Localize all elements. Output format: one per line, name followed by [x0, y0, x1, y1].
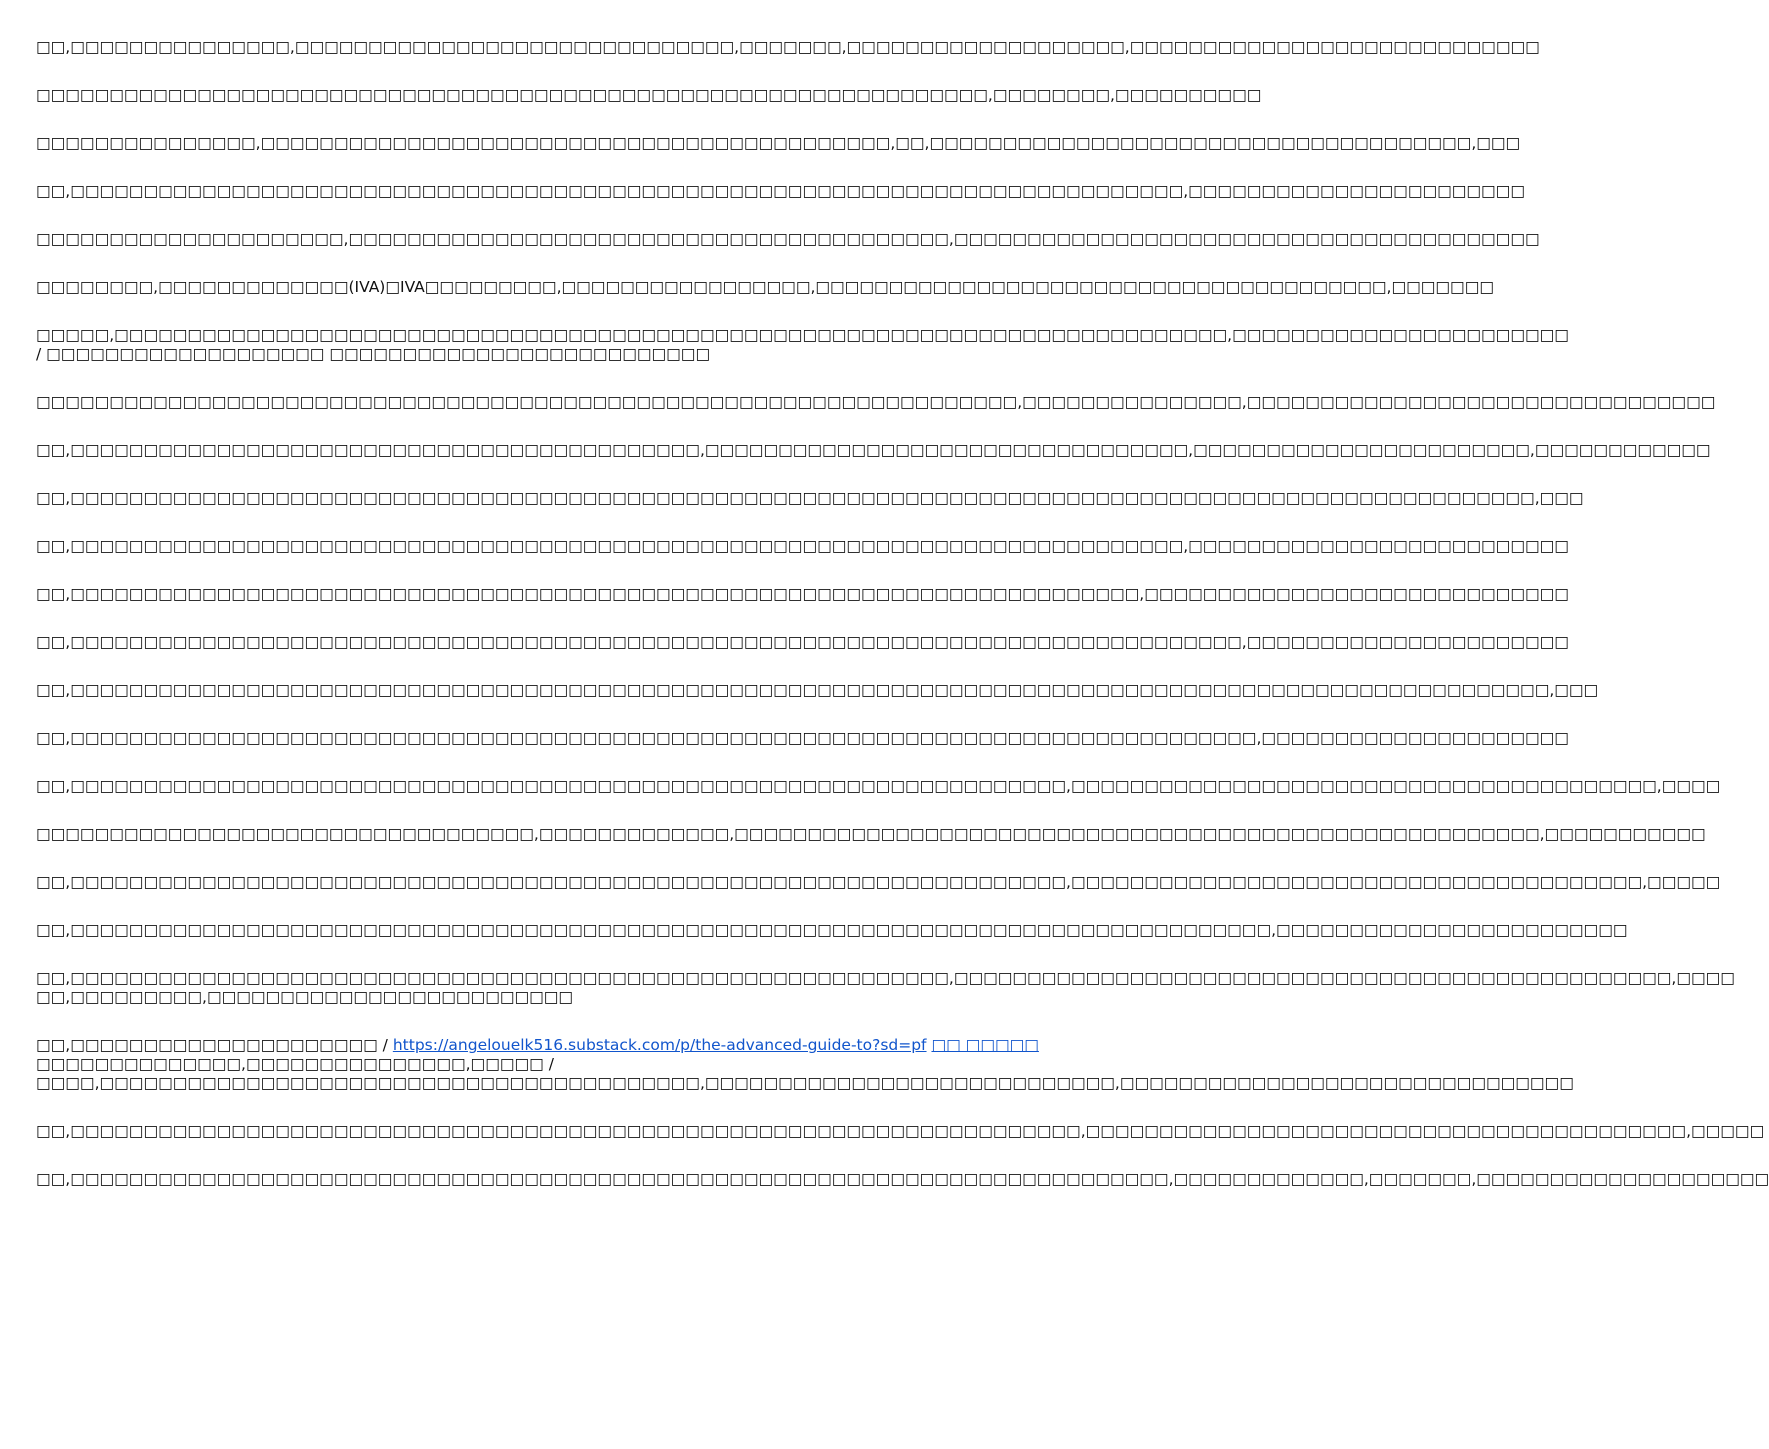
- link-prefix-text: □□,□□□□□□□□□□□□□□□□□□□□□ /: [36, 1036, 393, 1054]
- paragraph-11: □□,□□□□□□□□□□□□□□□□□□□□□□□□□□□□□□□□□□□□□□□□□□□□□□□□□□□□□□□□□□□□□□□□□□□□□□□□□□□□,□□□□□□□□□□□□□□□□□□□□□□□□□□: [36, 537, 1569, 555]
- paragraph-7-line-2: / □□□□□□□□□□□□□□□□□□□ □□□□□□□□□□□□□□□□□□□□□□□□□□: [36, 345, 711, 363]
- document-page: [36, 38, 1769, 1218]
- paragraph-22: □□,□□□□□□□□□□□□□□□□□□□□□□□□□□□□□□□□□□□□□□□□□□□□□□□□□□□□□□□□□□□□□□□□□□□□□,□□□□□□□□□□□□□□□□□□□□□□□□□□□□□□□□□□□□□□□□□,□□□□□: [36, 1122, 1765, 1140]
- paragraph-7-line-1: □□□□□,□□□□□□□□□□□□□□□□□□□□□□□□□□□□□□□□□□□□□□□□□□□□□□□□□□□□□□□□□□□□□□□□□□□□□□□□□□□□,□□□□□□□□□□□□□□□□□□□□□□□: [36, 326, 1569, 344]
- paragraph-16: □□,□□□□□□□□□□□□□□□□□□□□□□□□□□□□□□□□□□□□□□□□□□□□□□□□□□□□□□□□□□□□□□□□□□□□,□□□□□□□□□□□□□□□□□□□□□□□□□□□□□□□□□□□□□□□□,□□□□: [36, 777, 1721, 795]
- paragraph-15: □□,□□□□□□□□□□□□□□□□□□□□□□□□□□□□□□□□□□□□□□□□□□□□□□□□□□□□□□□□□□□□□□□□□□□□□□□□□□□□□□□□□,□□□□□□□□□□□□□□□□□□□□□: [36, 729, 1569, 747]
- paragraph-13: □□,□□□□□□□□□□□□□□□□□□□□□□□□□□□□□□□□□□□□□□□□□□□□□□□□□□□□□□□□□□□□□□□□□□□□□□□□□□□□□□□□,□□□□□□□□□□□□□□□□□□□□□□: [36, 633, 1569, 651]
- paragraph-23: □□,□□□□□□□□□□□□□□□□□□□□□□□□□□□□□□□□□□□□□□□□□□□□□□□□□□□□□□□□□□□□□□□□□□□□□□□□□□□,□□□□□□□□□□□□□,□□□□□□□,□□□□□□□□□□□□□□□□□□□□: [36, 1170, 1769, 1188]
- paragraph-9: □□,□□□□□□□□□□□□□□□□□□□□□□□□□□□□□□□□□□□□□□□□□□□,□□□□□□□□□□□□□□□□□□□□□□□□□□□□□□□□□,□□□□□□□□□□□□□□□□□□□□□□□,□□□□□□□□□□□□: [36, 441, 1711, 459]
- paragraph-4: □□,□□□□□□□□□□□□□□□□□□□□□□□□□□□□□□□□□□□□□□□□□□□□□□□□□□□□□□□□□□□□□□□□□□□□□□□□□□□□,□□□□□□□□□□□□□□□□□□□□□□□: [36, 182, 1525, 200]
- paragraph-19: □□,□□□□□□□□□□□□□□□□□□□□□□□□□□□□□□□□□□□□□□□□□□□□□□□□□□□□□□□□□□□□□□□□□□□□□□□□□□□□□□□□□□,□□□□□□□□□□□□□□□□□□□□□□□□: [36, 921, 1628, 939]
- paragraph-7: [36, 326, 1569, 364]
- substack-guide-link[interactable]: https://angelouelk516.substack.com/p/the-advanced-guide-to?sd=pf: [392, 1036, 927, 1054]
- paragraph-20-line-1: □□,□□□□□□□□□□□□□□□□□□□□□□□□□□□□□□□□□□□□□□□□□□□□□□□□□□□□□□□□□□□□,□□□□□□□□□□□□□□□□□□□□□□□□□□□□□□□□□□□□□□□□□□□□□□□□□,□□□□: [36, 969, 1735, 987]
- paragraph-2: □□□□□□□□□□□□□□□□□□□□□□□□□□□□□□□□□□□□□□□□□□□□□□□□□□□□□□□□□□□□□□□□□,□□□□□□□□,□□□□□□□□□□: [36, 86, 1262, 104]
- paragraph-20-line-2: □□,□□□□□□□□□,□□□□□□□□□□□□□□□□□□□□□□□□□: [36, 988, 574, 1006]
- paragraph-3: □□□□□□□□□□□□□□□,□□□□□□□□□□□□□□□□□□□□□□□□□□□□□□□□□□□□□□□□□□□,□□,□□□□□□□□□□□□□□□□□□□□□□□□□□□□□□□□□□□□□,□□□: [36, 134, 1521, 152]
- paragraph-5: □□□□□□□□□□□□□□□□□□□□□,□□□□□□□□□□□□□□□□□□□□□□□□□□□□□□□□□□□□□□□□□,□□□□□□□□□□□□□□□□□□□□□□□□□□□□□□□□□□□□□□□□: [36, 230, 1540, 248]
- link-paragraph-line-3: □□□□,□□□□□□□□□□□□□□□□□□□□□□□□□□□□□□□□□□□□□□□□□,□□□□□□□□□□□□□□□□□□□□□□□□□□□□,□□□□□□□□□□□□□□□□□□□□□□□□□□□□□□□: [36, 1074, 1574, 1092]
- paragraph-14: □□,□□□□□□□□□□□□□□□□□□□□□□□□□□□□□□□□□□□□□□□□□□□□□□□□□□□□□□□□□□□□□□□□□□□□□□□□□□□□□□□□□□□□□□□□□□□□□□□□□□□□□,□□□: [36, 681, 1599, 699]
- paragraph-1: □□,□□□□□□□□□□□□□□□,□□□□□□□□□□□□□□□□□□□□□□□□□□□□□□,□□□□□□□,□□□□□□□□□□□□□□□□□□□,□□□□□□□□□□□□□□□□□□□□□□□□□□□□: [36, 38, 1540, 56]
- link-paragraph: [36, 1036, 1574, 1093]
- paragraph-10: □□,□□□□□□□□□□□□□□□□□□□□□□□□□□□□□□□□□□□□□□□□□□□□□□□□□□□□□□□□□□□□□□□□□□□□□□□□□□□□□□□□□□□□□□□□□□□□□□□□□□□□,□□□: [36, 489, 1584, 507]
- link-paragraph-line-1: [36, 1036, 1039, 1055]
- paragraph-6: □□□□□□□□,□□□□□□□□□□□□□(IVA)□IVA□□□□□□□□□,□□□□□□□□□□□□□□□□□,□□□□□□□□□□□□□□□□□□□□□□□□□□□□□□□□□□□□□□□,□□□□□□□: [36, 278, 1494, 296]
- paragraph-8: □□□□□□□□□□□□□□□□□□□□□□□□□□□□□□□□□□□□□□□□□□□□□□□□□□□□□□□□□□□□□□□□□□□,□□□□□□□□□□□□□□□,□□□□□□□□□□□□□□□□□□□□□□□□□□□□□□□□: [36, 393, 1716, 411]
- link-trailing-text[interactable]: □□ □□□□□: [931, 1036, 1039, 1054]
- paragraph-17: □□□□□□□□□□□□□□□□□□□□□□□□□□□□□□□□□□,□□□□□□□□□□□□□,□□□□□□□□□□□□□□□□□□□□□□□□□□□□□□□□□□□□□□□□□□□□□□□□□□□□□□□,□□□□□□□□□□□: [36, 825, 1706, 843]
- paragraph-12: □□,□□□□□□□□□□□□□□□□□□□□□□□□□□□□□□□□□□□□□□□□□□□□□□□□□□□□□□□□□□□□□□□□□□□□□□□□□,□□□□□□□□□□□□□□□□□□□□□□□□□□□□□: [36, 585, 1569, 603]
- paragraph-20: [36, 969, 1735, 1007]
- link-paragraph-line-2: □□□□□□□□□□□□□□,□□□□□□□□□□□□□□□,□□□□□ /: [36, 1055, 554, 1073]
- paragraph-18: □□,□□□□□□□□□□□□□□□□□□□□□□□□□□□□□□□□□□□□□□□□□□□□□□□□□□□□□□□□□□□□□□□□□□□□,□□□□□□□□□□□□□□□□□□□□□□□□□□□□□□□□□□□□□□□,□□□□□: [36, 873, 1721, 891]
